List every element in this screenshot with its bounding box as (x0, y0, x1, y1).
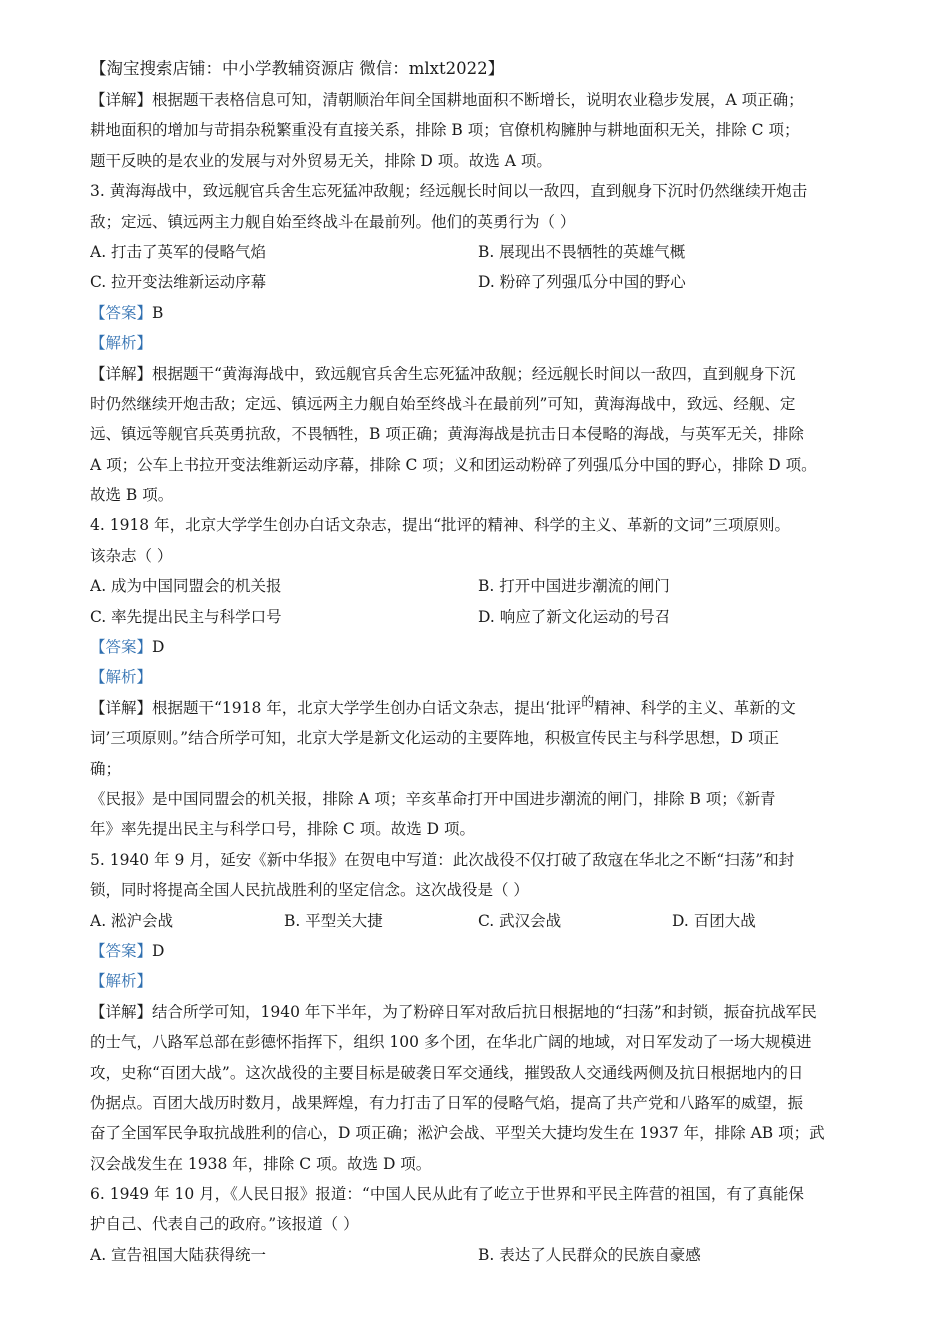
question-stem: 该杂志（ ） (90, 546, 173, 565)
options-row (90, 1240, 870, 1270)
option-c: C. 率先提出民主与科学口号 (90, 607, 282, 626)
answer-line (90, 298, 870, 328)
explain-line: 耕地面积的增加与苛捐杂税繁重没有直接关系，排除 B 项；官僚机构臃肿与耕地面积无关，排除 C 项； (90, 121, 800, 140)
superscript-char: 的 (581, 694, 595, 710)
answer-value: B (152, 303, 164, 322)
option-a: A. 成为中国同盟会的机关报 (90, 577, 282, 596)
answer-line (90, 632, 870, 662)
explain-line: 伪据点。百团大战历时数月，战果辉煌，有力打击了日军的侵略气焰，提高了共产党和八路军的威望，振 (90, 1093, 804, 1112)
explain-text: 【详解】根据题干“1918 年，北京大学学生创办白话文杂志，提出‘批评 (90, 698, 582, 717)
question-stem: 5. 1940 年 9 月，延安《新中华报》在贺电中写道：此次战役不仅打破了敌寇在华北之不断“扫荡”和封 (90, 850, 795, 869)
answer-value: D (152, 638, 165, 657)
options-row (90, 602, 870, 632)
explain-line: 【详解】根据题干表格信息可知，清朝顺治年间全国耕地面积不断增长，说明农业稳步发展，A 项正确； (90, 91, 804, 109)
explain-line: 奋了全国军民争取抗战胜利的信心，D 项正确；淞沪会战、平型关大捷均发生在 1937 年，排除 AB 项；武 (90, 1124, 825, 1143)
option-d: D. 粉碎了列强瓜分中国的野心 (478, 273, 686, 292)
answer-label: 【答案】 (90, 303, 153, 322)
question-stem: 锁，同时将提高全国人民抗战胜利的坚定信念。这次战役是（ ） (90, 881, 529, 900)
analysis-label: 【解析】 (90, 668, 153, 687)
option-c: C. 武汉会战 (478, 911, 562, 930)
option-b: B. 打开中国进步潮流的闸门 (478, 577, 670, 596)
explain-line: 《民报》是中国同盟会的机关报，排除 A 项；辛亥革命打开中国进步潮流的闸门，排除 B 项；《新青 (90, 789, 776, 808)
question-stem: 4. 1918 年，北京大学学生创办白话文杂志，提出“批评的精神、科学的主义、革新的文词”三项原则。 (90, 516, 790, 535)
question-stem: 6. 1949 年 10 月，《人民日报》报道：“中国人民从此有了屹立于世界和平民主阵营的祖国，有了真能保 (90, 1185, 804, 1204)
explain-line: A 项；公车上书拉开变法维新运动序幕，排除 C 项；义和团运动粉碎了列强瓜分中国的野心，排除 D 项。 (90, 455, 817, 474)
explain-line: 词’三项原则。”结合所学可知，北京大学是新文化运动的主要阵地，积极宣传民主与科学思想，D 项正 (90, 729, 779, 748)
analysis-label: 【解析】 (90, 972, 153, 991)
question-5 (90, 845, 870, 1179)
question-stem: 敌；定远、镇远两主力舰自始至终战斗在最前列。他们的英勇行为（ ） (90, 212, 576, 231)
explain-line: 攻，史称“百团大战”。这次战役的主要目标是破袭日军交通线，摧毁敌人交通线两侧及抗日根据地内的日 (90, 1063, 804, 1082)
explain-line (90, 693, 870, 723)
question-3 (90, 176, 870, 510)
option-a: A. 打击了英军的侵略气焰 (90, 242, 267, 261)
explain-line: 【详解】根据题干“黄海海战中，致远舰官兵舍生忘死猛冲敌舰；经远舰长时间以一敌四，直到舰身下沉 (90, 364, 796, 383)
option-d: D. 响应了新文化运动的号召 (478, 607, 671, 626)
answer-value: D (152, 941, 165, 960)
explain-line: 故选 B 项。 (90, 486, 174, 505)
option-a: A. 宣告祖国大陆获得统一 (90, 1245, 267, 1264)
explain-line: 确； (90, 759, 122, 778)
question-4 (90, 510, 870, 844)
option-b: B. 表达了人民群众的民族自豪感 (478, 1245, 701, 1264)
option-b: B. 平型关大捷 (284, 911, 383, 930)
option-a: A. 淞沪会战 (90, 911, 174, 930)
option-c: C. 拉开变法维新运动序幕 (90, 273, 267, 292)
answer-label: 【答案】 (90, 638, 153, 657)
analysis-label: 【解析】 (90, 334, 153, 353)
explain-line: 汉会战发生在 1938 年，排除 C 项。故选 D 项。 (90, 1154, 432, 1173)
answer-label: 【答案】 (90, 941, 153, 960)
question-stem: 3. 黄海海战中，致远舰官兵舍生忘死猛冲敌舰；经远舰长时间以一敌四，直到舰身下沉时仍然继续开炮击 (90, 182, 808, 201)
header-watermark-text: 【淘宝搜索店铺：中小学教辅资源店 微信：mlxt2022】 (90, 59, 505, 78)
explain-line: 时仍然继续开炮击敌；定远、镇远两主力舰自始至终战斗在最前列”可知，黄海海战中，致远、经舰、定 (90, 394, 796, 413)
option-b: B. 展现出不畏牺牲的英雄气概 (478, 242, 686, 261)
q2-explanation (90, 85, 870, 176)
question-stem: 护自己、代表自己的政府。”该报道（ ） (90, 1215, 359, 1234)
option-d: D. 百团大战 (672, 911, 756, 930)
document-content (90, 57, 870, 1270)
options-row (90, 267, 870, 297)
explain-line: 【详解】结合所学可知，1940 年下半年，为了粉碎日军对敌后抗日根据地的“扫荡”和封锁，振奋抗战军民 (90, 1002, 817, 1021)
explain-line: 的士气，八路军总部在彭德怀指挥下，组织 100 多个团，在华北广阔的地域，对日军发动了一场大规模进 (90, 1033, 812, 1052)
explain-line: 题干反映的是农业的发展与对外贸易无关，排除 D 项。故选 A 项。 (90, 151, 552, 170)
options-row (90, 237, 870, 267)
options-row (90, 571, 870, 601)
explain-line: 年》率先提出民主与科学口号，排除 C 项。故选 D 项。 (90, 820, 475, 839)
explain-text: 精神、科学的主义、革新的文 (594, 698, 796, 717)
explain-line: 远、镇远等舰官兵英勇抗敌，不畏牺牲，B 项正确；黄海海战是抗击日本侵略的海战，与英军无关，排除 (90, 425, 804, 444)
options-row (90, 906, 870, 936)
answer-line (90, 936, 870, 966)
question-6 (90, 1179, 870, 1270)
